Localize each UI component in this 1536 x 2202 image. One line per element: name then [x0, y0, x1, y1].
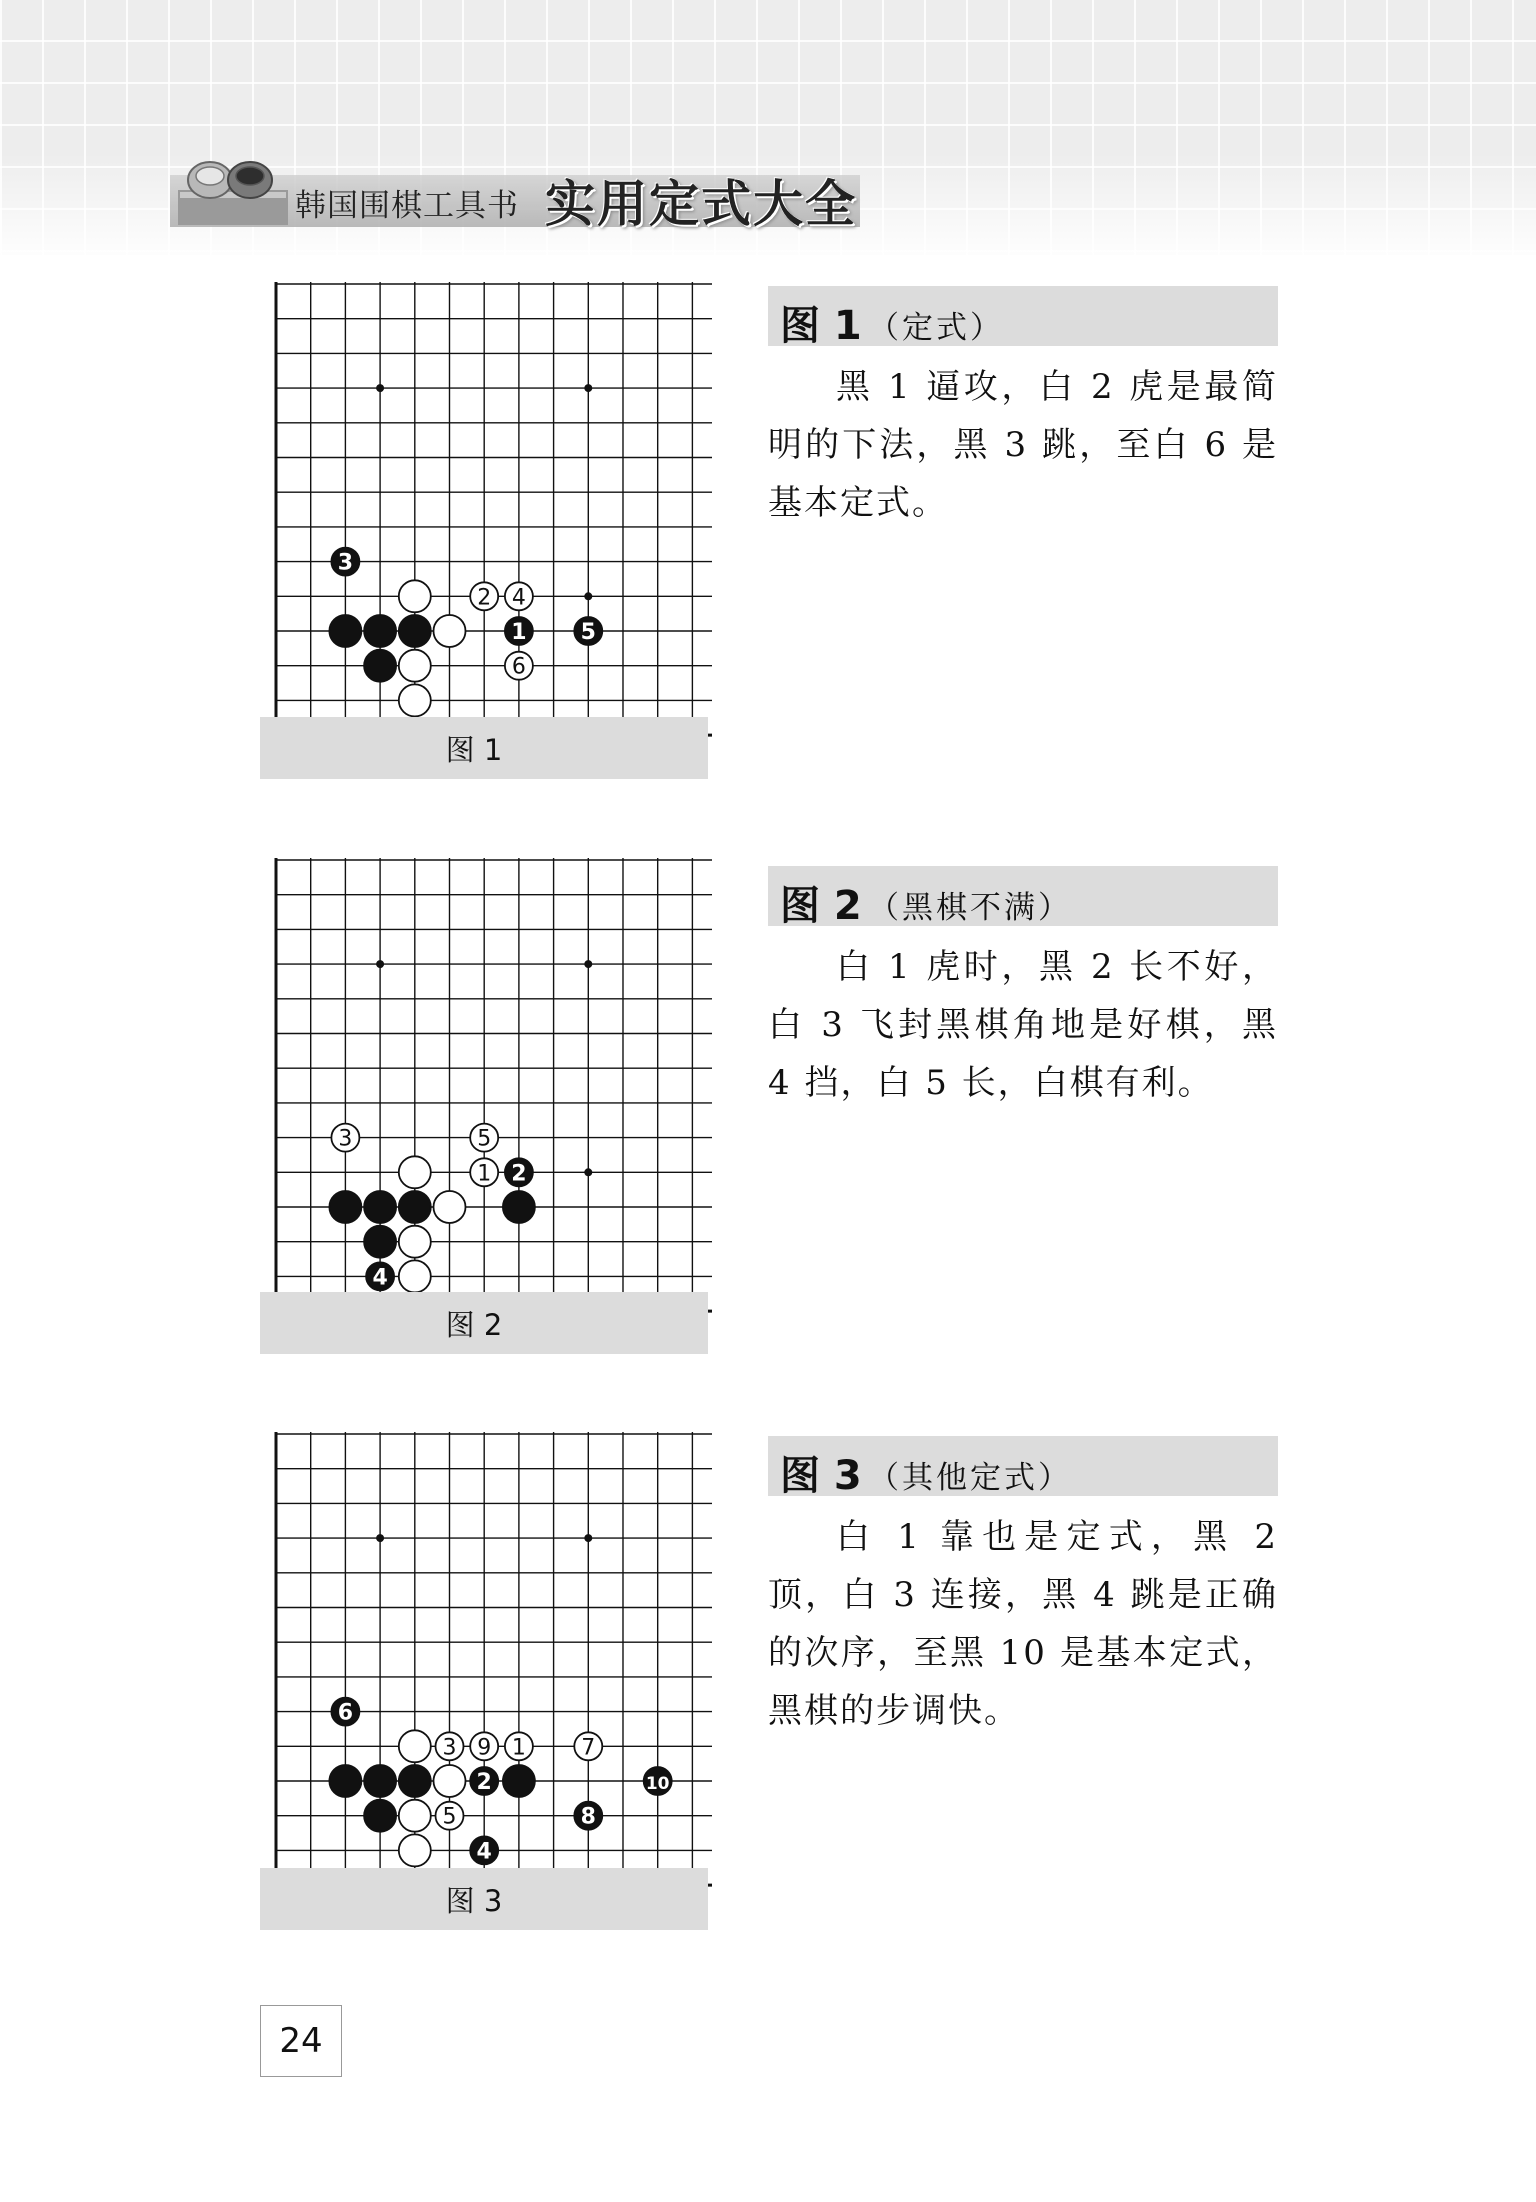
white-stone: [505, 1732, 533, 1760]
page-number: 24: [260, 2005, 342, 2077]
move-number: 6: [337, 1700, 354, 1726]
move-number: 7: [581, 1735, 596, 1761]
figure-heading-subtitle: （其他定式）: [868, 1460, 1072, 1496]
black-stone: [364, 1191, 396, 1223]
move-number: 10: [645, 1773, 670, 1794]
star-point: [584, 592, 592, 600]
series-title: 韩国围棋工具书: [295, 188, 519, 224]
white-stone: [433, 1765, 465, 1797]
star-point: [376, 960, 384, 968]
go-board-figure-3: [274, 1432, 710, 1865]
white-stone: [505, 582, 533, 610]
move-number: 6: [511, 654, 526, 680]
go-bowls-logo-icon: [178, 150, 288, 225]
figure-caption-2: [260, 1292, 708, 1354]
black-stone: [503, 1191, 535, 1223]
black-stone: [470, 1836, 498, 1864]
figure-heading-title: 图 1: [780, 303, 862, 349]
white-stone: [470, 1124, 498, 1152]
book-title: 实用定式大全: [545, 174, 857, 233]
move-number: 4: [372, 1265, 388, 1291]
white-stone: [470, 582, 498, 610]
go-board-figure-1: [274, 282, 710, 682]
white-stone: [433, 1191, 465, 1223]
move-number: 5: [442, 1804, 457, 1830]
black-stone: [331, 548, 359, 576]
figure-heading-1: [768, 286, 1278, 349]
white-stone: [505, 652, 533, 680]
move-number: 8: [580, 1804, 596, 1830]
white-stone: [470, 1732, 498, 1760]
black-stone: [364, 650, 396, 682]
black-stone: [399, 615, 431, 647]
black-stone: [574, 617, 602, 645]
move-number: 5: [477, 1126, 492, 1152]
figure-description-2: 白 1 虎时，黑 2 长不好，白 3 飞封黑棋角地是好棋，黑 4 挡，白 5 长，白棋有利。: [768, 947, 1278, 1103]
white-stone: [399, 1730, 431, 1762]
star-point: [376, 1534, 384, 1542]
black-stone: [329, 615, 361, 647]
white-stone: [399, 1260, 431, 1292]
figure-description-1: 黑 1 逼攻，白 2 虎是最简明的下法，黑 3 跳，至白 6 是基本定式。: [768, 367, 1278, 523]
figure-heading-2: [768, 866, 1278, 929]
move-number: 2: [477, 585, 492, 611]
white-stone: [399, 1800, 431, 1832]
figure-heading-subtitle: （黑棋不满）: [868, 890, 1072, 926]
move-number: 1: [511, 1735, 526, 1761]
move-number: 3: [338, 1126, 353, 1152]
page-header: [0, 0, 1536, 255]
move-number: 1: [477, 1161, 492, 1187]
black-stone: [399, 1765, 431, 1797]
black-stone: [331, 1698, 359, 1726]
move-number: 4: [476, 1839, 492, 1865]
move-number: 2: [511, 1161, 527, 1187]
move-number: 3: [442, 1735, 457, 1761]
figure-caption-3: [260, 1868, 708, 1930]
move-number: 5: [580, 619, 596, 645]
figure-heading-subtitle: （定式）: [868, 310, 1004, 346]
star-point: [584, 384, 592, 392]
black-stone: [329, 1191, 361, 1223]
white-stone: [433, 615, 465, 647]
figure-caption-label: 图 2: [445, 1307, 503, 1342]
black-stone: [644, 1767, 672, 1795]
black-stone: [470, 1767, 498, 1795]
white-stone: [435, 1802, 463, 1830]
black-stone: [505, 1158, 533, 1186]
star-point: [584, 960, 592, 968]
black-stone: [399, 1191, 431, 1223]
white-stone: [574, 1732, 602, 1760]
white-stone: [399, 580, 431, 612]
move-number: 9: [477, 1735, 492, 1761]
figure-caption-label: 图 3: [445, 1883, 503, 1918]
white-stone: [399, 1834, 431, 1866]
black-stone: [505, 617, 533, 645]
black-stone: [364, 1765, 396, 1797]
white-stone: [399, 1156, 431, 1188]
move-number: 4: [511, 585, 526, 611]
black-stone: [364, 1800, 396, 1832]
black-stone: [329, 1765, 361, 1797]
figure-caption-label: 图 1: [445, 732, 503, 767]
go-board-figure-2: [274, 858, 710, 1291]
black-stone: [366, 1262, 394, 1290]
star-point: [584, 1534, 592, 1542]
black-stone: [364, 1226, 396, 1258]
move-number: 2: [476, 1769, 492, 1795]
white-stone: [399, 684, 431, 716]
move-number: 3: [337, 550, 354, 576]
figure-caption-1: [260, 717, 708, 779]
move-number: 1: [511, 619, 527, 645]
black-stone: [503, 1765, 535, 1797]
black-stone: [364, 615, 396, 647]
white-stone: [470, 1158, 498, 1186]
star-point: [584, 1168, 592, 1176]
white-stone: [331, 1124, 359, 1152]
star-point: [376, 384, 384, 392]
white-stone: [399, 650, 431, 682]
figure-description-3: 白 1 靠也是定式，黑 2 顶，白 3 连接，黑 4 跳是正确的次序，至黑 10 是基本定式，黑棋的步调快。: [768, 1517, 1278, 1731]
figure-heading-title: 图 2: [780, 883, 862, 929]
white-stone: [399, 1226, 431, 1258]
black-stone: [574, 1802, 602, 1830]
figure-heading-3: [768, 1436, 1278, 1499]
figure-heading-title: 图 3: [780, 1453, 862, 1499]
white-stone: [435, 1732, 463, 1760]
